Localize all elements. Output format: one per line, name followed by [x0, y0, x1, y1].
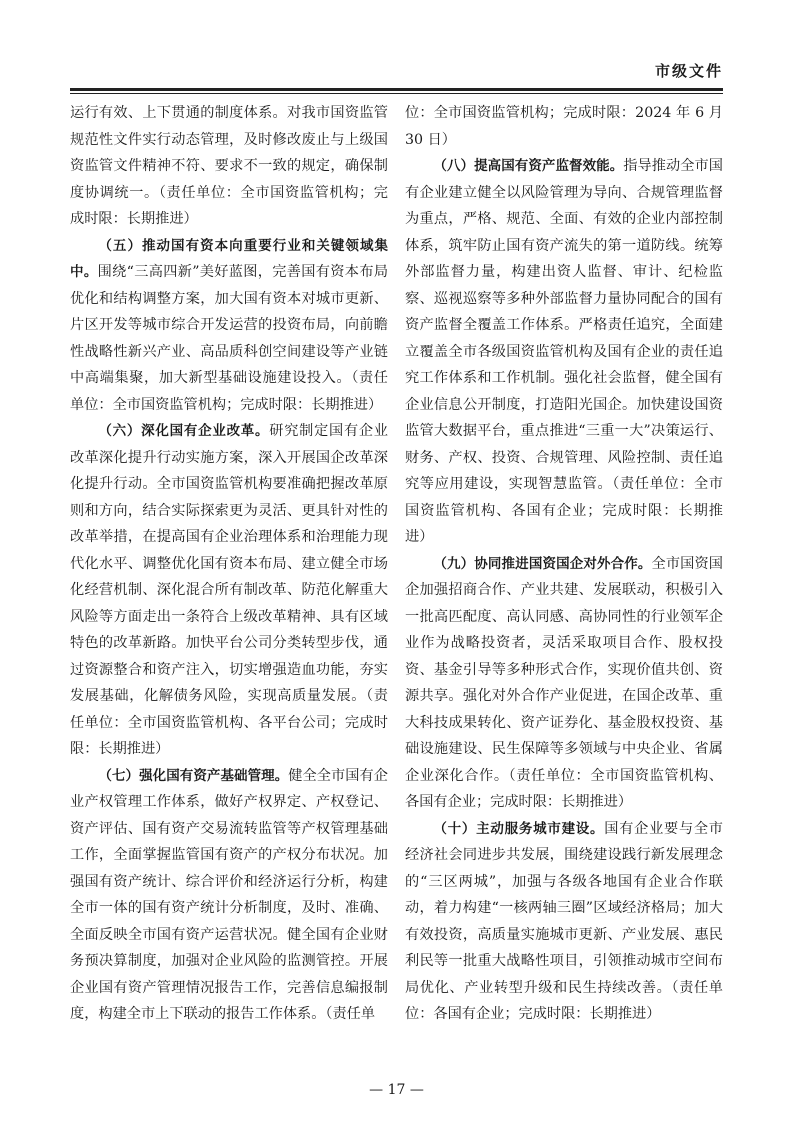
paragraph — [70, 233, 388, 419]
paragraph-text: 全市国资国企加强招商合作、产业共建、发展联动，积极引入一批高匹配度、高认同感、高协同性的行业领军企业作为战略投资者，灵活采取项目合作、股权投资、基金引导等多种形式合作，实现价值共创、资源共享。强化对外合作产业促进，在国企改革、重大科技成果转化、资产证券化、基金股权投资、基础设施建设、民生保障等多领域与中央企业、省属企业深化合作。（责任单位：全市国资监管机构、各国有企业；完成时限：长期推进） — [405, 555, 723, 810]
paragraph-text: 围绕“三高四新”美好蓝图，完善国有资本布局优化和结构调整方案，加大国有资本对城市更新、片区开发等城市综合开发运营的投资布局，向前瞻性战略性新兴产业、高品质科创空间建设等产业链中高端集聚，加大新型基础设施建设投入。（责任单位：全市国资监管机构；完成时限：长期推进） — [70, 264, 389, 413]
paragraph — [70, 763, 388, 1028]
page-number: — 17 — — [369, 1082, 424, 1098]
paragraph-heading: （七）强化国有资产基础管理。 — [98, 767, 289, 784]
header-tag: 市级文件 — [654, 62, 723, 80]
paragraph-text: 健全全市国有企业产权管理工作体系，做好产权界定、产权登记、资产评估、国有资产交易流转监管等产权管理基础工作，全面掌握监管国有资产的产权分布状况。加强国有资产统计、综合评价和经济运行分析，构建全市一体的国有资产统计分析制度，及时、准确、全面反映全市国有资产运营状况。健全国有企业财务预决算制度，加强对企业风险的监测管控。开展企业国有资产管理情况报告工作，完善信息编报制度，构建全市上下联动的报告工作体系。（责任单 — [70, 767, 388, 1022]
paragraph-text: 国有企业要与全市经济社会同进步共发展，围绕建设践行新发展理念的“三区两城”，加强与各级各地国有企业合作联动，着力构建“一核两轴三圈”区域经济格局；加大有效投资，高质量实施城市更新、产业发展、惠民利民等一批重大战略性项目，引领推动城市空间布局优化、产业转型升级和民生持续改善。（责任单位：各国有企业；完成时限：长期推进） — [405, 820, 723, 1022]
paragraph-text: 运行有效、上下贯通的制度体系。对我市国资监管规范性文件实行动态管理，及时修改废止与上级国资监管文件精神不符、要求不一致的规定，确保制度协调统一。（责任单位：全市国资监管机构；完成时限：长期推进） — [70, 105, 388, 227]
paragraph — [405, 153, 723, 551]
paragraph — [405, 100, 723, 153]
paragraph-text: 研究制定国有企业改革深化提升行动实施方案，深入开展国企改革深化提升行动。全市国资监管机构要准确把握改革原则和方向，结合实际探索更为灵活、更具针对性的改革举措，在提高国有企业治理体系和治理能力现代化水平、调整优化国有资本布局、建立健全市场化经营机制、深化混合所有制改革、防范化解重大风险等方面走出一条符合上级改革精神、具有区域特色的改革新路。加快平台公司分类转型步伐，通过资源整合和资产注入，切实增强造血功能，夯实发展基础，化解债务风险，实现高质量发展。（责任单位：全市国资监管机构、各平台公司；完成时限：长期推进） — [70, 423, 388, 757]
paragraph — [70, 418, 388, 763]
paragraph-heading: （八）提高国有资产监督效能。 — [433, 158, 624, 174]
paragraph-heading: （六）深化国有企业改革。 — [98, 423, 270, 439]
right-column — [405, 100, 723, 1028]
paragraph-heading: （九）协同推进国资国企对外合作。 — [433, 555, 652, 572]
paragraph — [405, 816, 723, 1028]
header-rule — [70, 88, 723, 91]
left-column — [70, 100, 388, 1028]
paragraph-text: 指导推动全市国有企业建立健全以风险管理为导向、合规管理监督为重点，严格、规范、全面、有效的企业内部控制体系，筑牢防止国有资产流失的第一道防线。统筹外部监督力量，构建出资人监督、审计、纪检监察、巡视巡察等多种外部监督力量协同配合的国有资产监督全覆盖工作体系。严格责任追究，全面建立覆盖全市各级国资监管机构及国有企业的责任追究工作体系和工作机制。强化社会监督，健全国有企业信息公开制度，打造阳光国企。加快建设国资监管大数据平台，重点推进“三重一大”决策运行、财务、产权、投资、合规管理、风险控制、责任追究等应用建设，实现智慧监管。（责任单位：全市国资监管机构、各国有企业；完成时限：长期推进） — [405, 158, 723, 545]
paragraph — [70, 100, 388, 233]
paragraph — [405, 551, 723, 816]
header-rule-thin — [70, 93, 723, 94]
paragraph-heading: （十）主动服务城市建设。 — [433, 820, 605, 837]
paragraph-text: 位：全市国资监管机构；完成时限：2024 年 6 月 30 日） — [405, 105, 723, 148]
paragraph-heading: （五）推动国有资本向重要行业和关键领域集中。 — [70, 237, 388, 280]
